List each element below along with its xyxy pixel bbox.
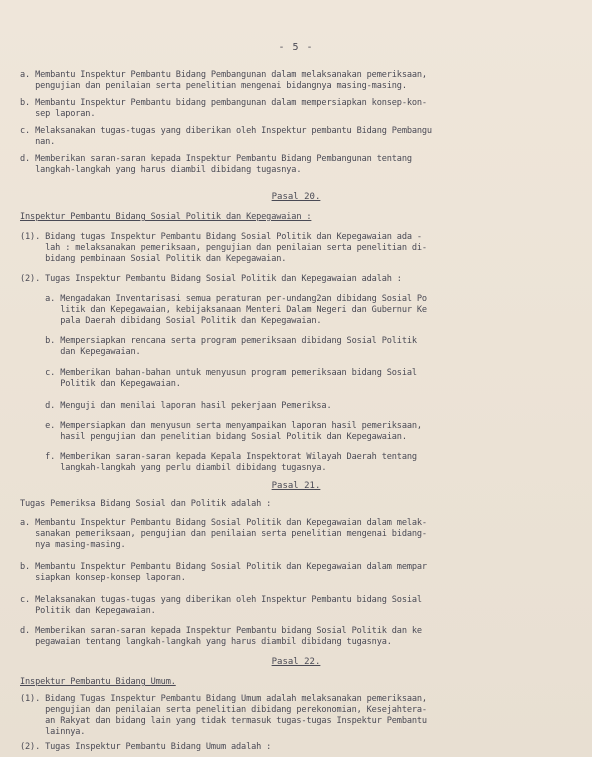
text-line: lah : melaksanakan pemeriksaan, pengujian dan penilaian serta penelitian di- <box>20 243 427 253</box>
text-line: a. Mengadakan Inventarisasi semua peraturan per-undang2an dibidang Sosial Po <box>20 294 427 304</box>
text-line: b. Membantu Inspektur Pembantu Bidang Sosial Politik dan Kepegawaian dalam mempar <box>20 562 427 572</box>
text-line: litik dan Kepegawaian, kebijaksanaan Menteri Dalam Negeri dan Gubernur Ke <box>20 305 427 315</box>
text-line: e. Mempersiapkan dan menyusun serta menyampaikan laporan hasil pemeriksaan, <box>20 421 422 431</box>
text-line: Politik dan Kepegawaian. <box>20 379 181 389</box>
section-title: Inspektur Pembantu Bidang Umum. <box>20 677 176 687</box>
text-line: hasil pengujian dan penelitian bidang Sosial Politik dan Kepegawaian. <box>20 432 407 442</box>
text-line: pala Daerah dibidang Sosial Politik dan Kepegawaian. <box>20 316 322 326</box>
text-line: pegawaian tentang langkah-langkah yang harus diambil dibidang tugasnya. <box>20 637 392 647</box>
text-line: langkah-langkah yang harus diambil dibidang tugasnya. <box>20 165 302 175</box>
section-heading: Pasal 20. <box>271 192 321 202</box>
text-line: c. Memberikan bahan-bahan untuk menyusun program pemeriksaan bidang Sosial <box>20 368 417 378</box>
text-line: c. Melaksanakan tugas-tugas yang diberikan oleh Inspektur Pembantu bidang Sosial <box>20 595 422 605</box>
text-line: Politik dan Kepegawaian. <box>20 606 156 616</box>
text-line: bidang pembinaan Sosial Politik dan Kepegawaian. <box>20 254 287 264</box>
text-line: f. Memberikan saran-saran kepada Kepala Inspektorat Wilayah Daerah tentang <box>20 452 417 462</box>
text-line: Tugas Pemeriksa Bidang Sosial dan Politik adalah : <box>20 499 272 509</box>
section-heading: Pasal 21. <box>271 481 321 491</box>
text-line: d. Memberikan saran-saran kepada Inspektur Pembantu Bidang Pembangunan tentang <box>20 154 412 164</box>
text-line: b. Membantu Inspektur Pembantu bidang pembangunan dalam mempersiapkan konsep-kon- <box>20 98 427 108</box>
text-line: (2). Tugas Inspektur Pembantu Bidang Umum adalah : <box>20 742 272 752</box>
text-line: b. Mempersiapkan rencana serta program pemeriksaan dibidang Sosial Politik <box>20 336 417 346</box>
text-line: (1). Bidang tugas Inspektur Pembantu Bidang Sosial Politik dan Kepegawaian ada - <box>20 232 422 242</box>
text-line: a. Membantu Inspektur Pembantu Bidang Pembangunan dalam melaksanakan pemeriksaan, <box>20 70 427 80</box>
text-line: (2). Tugas Inspektur Pembantu Bidang Sosial Politik dan Kepegawaian adalah : <box>20 274 402 284</box>
text-line: langkah-langkah yang perlu diambil dibidang tugasnya. <box>20 463 327 473</box>
text-line: sep laporan. <box>20 109 96 119</box>
text-line: (1). Bidang Tugas Inspektur Pembantu Bidang Umum adalah melaksanakan pemeriksaan, <box>20 694 427 704</box>
section-heading: Pasal 22. <box>271 657 321 667</box>
text-line: siapkan konsep-konsep laporan. <box>20 573 186 583</box>
text-line: an Rakyat dan bidang lain yang tidak termasuk tugas-tugas Inspektur Pembantu <box>20 716 427 726</box>
text-line: pengujian dan penilaian serta penelitian mengenai bidangnya masing-masing. <box>20 81 407 91</box>
text-line: dan Kepegawaian. <box>20 347 141 357</box>
text-line: nya masing-masing. <box>20 540 126 550</box>
text-line: c. Melaksanakan tugas-tugas yang diberikan oleh Inspektur pembantu Bidang Pembangu <box>20 126 432 136</box>
text-line: d. Memberikan saran-saran kepada Inspektur Pembantu bidang Sosial Politik dan ke <box>20 626 422 636</box>
text-line: lainnya. <box>20 727 86 737</box>
text-line: d. Menguji dan menilai laporan hasil pekerjaan Pemeriksa. <box>20 401 332 411</box>
page-number: - 5 - <box>278 42 314 53</box>
section-title: Inspektur Pembantu Bidang Sosial Politik dan Kepegawaian : <box>20 212 312 222</box>
text-line: a. Membantu Inspektur Pembantu Bidang Sosial Politik dan Kepegawaian dalam melak- <box>20 518 427 528</box>
text-line: pengujian dan penilaian serta penelitian dibidang perekonomian, Kesejahtera- <box>20 705 427 715</box>
text-line: nan. <box>20 137 56 147</box>
text-line: sanakan pemeriksaan, pengujian dan penilaian serta penelitian mengenai bidang- <box>20 529 427 539</box>
